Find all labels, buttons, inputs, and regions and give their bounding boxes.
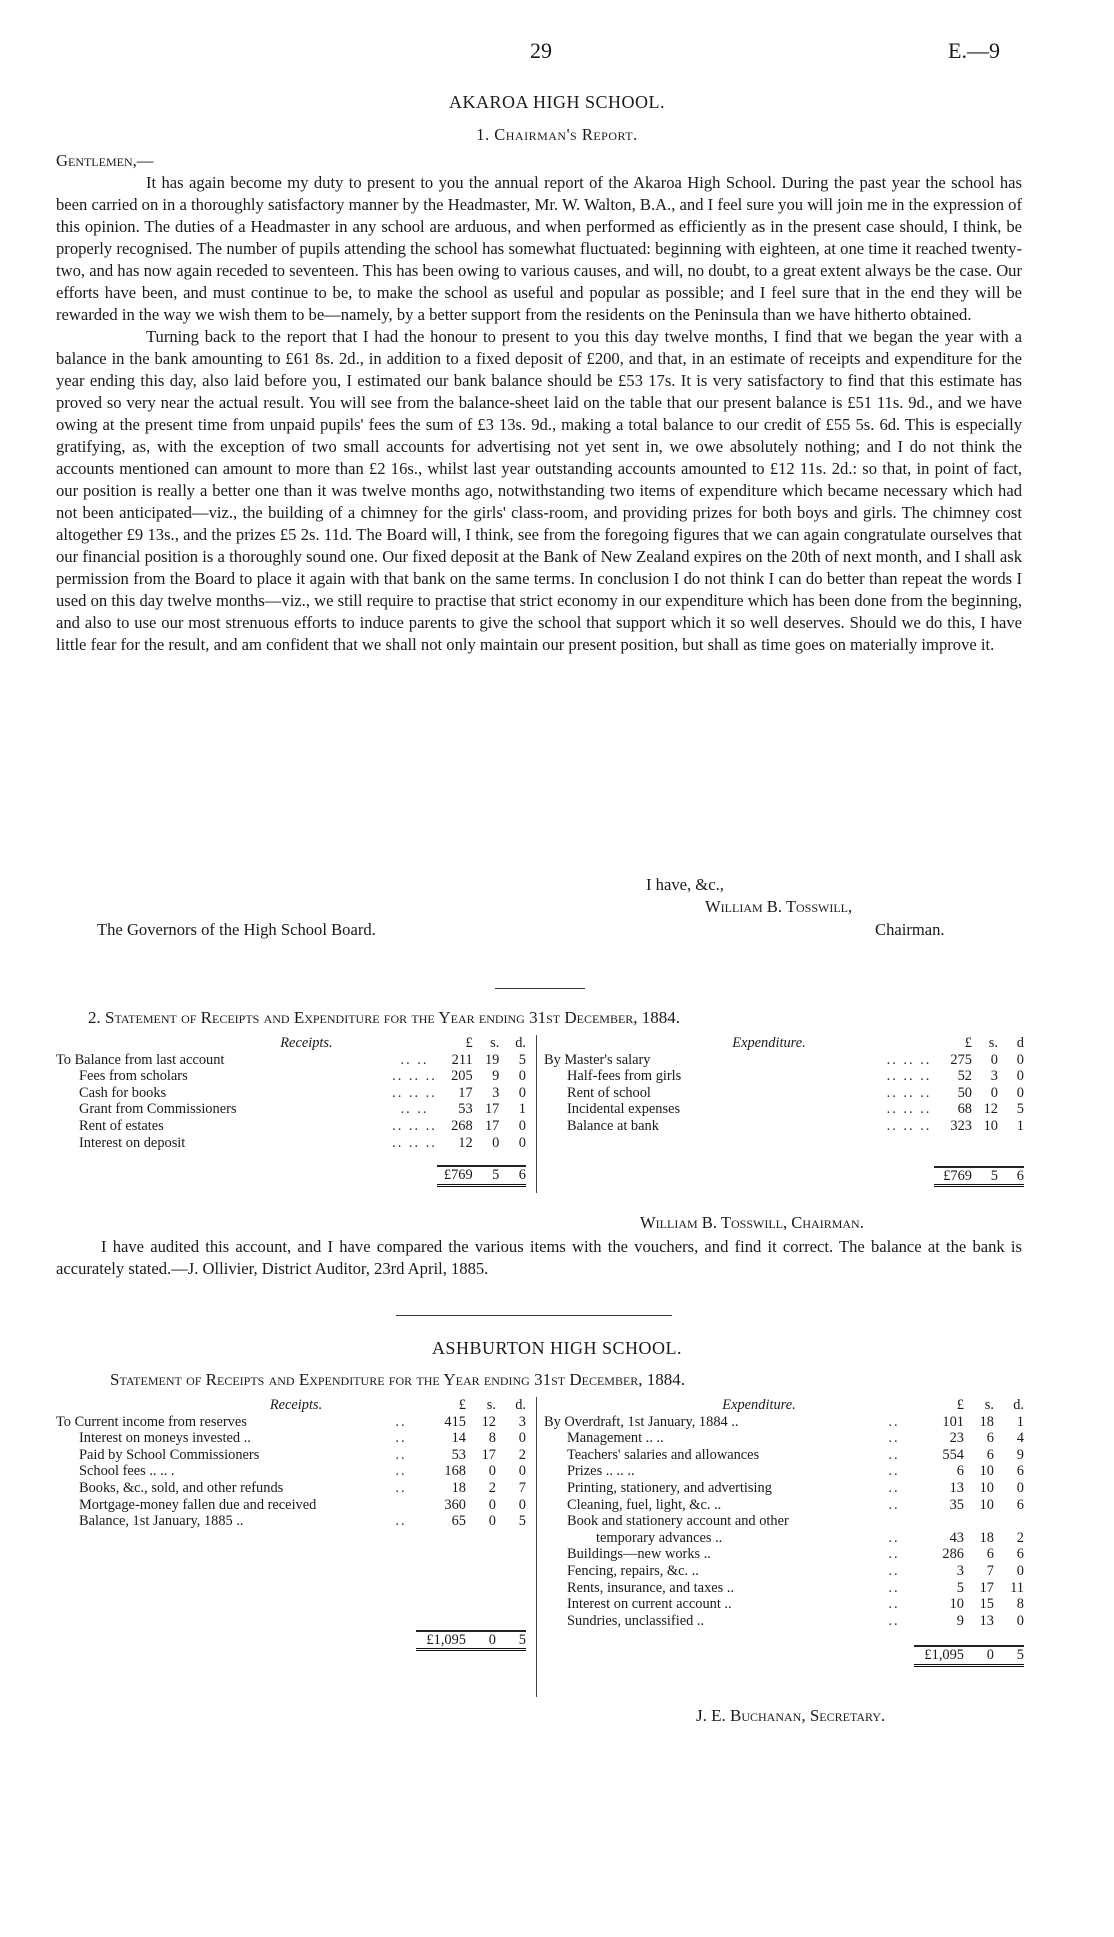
row-label: Mortgage-money fallen due and received xyxy=(79,1496,317,1513)
pence-value: 0 xyxy=(518,1430,526,1447)
row-label: Prizes .. .. .. xyxy=(567,1463,635,1480)
audit-note-block xyxy=(56,1236,1022,1280)
pounds-value: 3 xyxy=(956,1562,964,1579)
shillings-value: 19 xyxy=(484,1051,500,1068)
akaroa-school-title: AKAROA HIGH SCHOOL. xyxy=(448,92,665,112)
report-paragraph: It has again become my duty to present to you the annual report of the Akaroa High School. During the past year the school has been carried on in a thoroughly satisfactory manner by the Headmaster, Mr. W. Walton, B.A., and I feel sure you will join me in the expression of this opinion. The duties of a Headmaster in any school are arduous, and when performed as efficiently as in the present case should, I think, be properly recognised. The number of pupils attending the school has somewhat fluctuated: beginning with eighteen, at one time it reached twenty-two, and has now again receded to seventeen. This has been owing to various causes, and will, no doubt, to a great extent always be the case. Our efforts have been, and must continue to be, to make the school as useful and popular as possible; and I feel sure that in the end they will be rewarded in the way we wish them to be—namely, by a better support from the residents on the Peninsula than we have hitherto obtained. xyxy=(56,173,1022,324)
table-row xyxy=(544,1447,1024,1464)
salutation: Gentlemen,— xyxy=(56,151,154,170)
total-pence: 6 xyxy=(499,1166,526,1185)
shillings-value: 10 xyxy=(979,1496,994,1513)
leader-dots: .. xyxy=(888,1446,900,1463)
row-label: Balance at bank xyxy=(567,1117,659,1134)
table-row xyxy=(56,1513,526,1530)
akaroa-statement-title: 2. Statement of Receipts and Expenditure for the Year ending 31st December, 1884. xyxy=(88,1008,681,1027)
row-label: Rent of school xyxy=(567,1084,651,1101)
pounds-value: 18 xyxy=(451,1479,466,1496)
row-label: School fees .. .. . xyxy=(79,1463,175,1480)
pounds-value xyxy=(914,1513,964,1530)
signatory: William B. Tosswill, xyxy=(705,897,853,916)
shillings-value: 0 xyxy=(488,1496,496,1513)
row-label: To Current income from reserves xyxy=(56,1413,247,1430)
akaroa-expenditure-table xyxy=(544,1035,1024,1187)
shillings-value: 6 xyxy=(986,1430,994,1447)
leader-dots: .. xyxy=(888,1562,900,1579)
pence-value: 0 xyxy=(1016,1051,1024,1068)
leader-dots: .. xyxy=(888,1430,900,1447)
shillings-value: 0 xyxy=(488,1463,496,1480)
row-label: Printing, stationery, and advertising xyxy=(567,1479,772,1496)
shillings-value: 10 xyxy=(979,1463,994,1480)
total-pounds: £1,095 xyxy=(416,1631,466,1650)
pounds-value: 415 xyxy=(444,1413,466,1430)
pounds-value: 23 xyxy=(949,1430,964,1447)
pounds-value: 323 xyxy=(950,1117,972,1134)
pence-header: d. xyxy=(515,1035,526,1051)
row-label: Management .. .. xyxy=(567,1430,664,1447)
shillings-value: 12 xyxy=(481,1413,496,1430)
pence-header: d. xyxy=(1013,1397,1024,1413)
table-row xyxy=(544,1101,1024,1118)
shillings-value: 12 xyxy=(983,1101,998,1118)
shillings-value: 0 xyxy=(488,1513,496,1530)
pence-value: 11 xyxy=(1010,1579,1024,1596)
pounds-value: 35 xyxy=(949,1496,964,1513)
leader-dots: .. xyxy=(888,1496,900,1513)
shillings-value: 7 xyxy=(986,1562,994,1579)
ashburton-school-title: ASHBURTON HIGH SCHOOL. xyxy=(431,1338,683,1358)
pounds-value: 268 xyxy=(451,1117,473,1134)
leader-dots: .. xyxy=(888,1479,900,1496)
pence-value: 2 xyxy=(518,1446,526,1463)
shillings-header: s. xyxy=(486,1397,496,1413)
leader-dots: .. .. .. xyxy=(886,1117,932,1134)
table-row xyxy=(544,1546,1024,1563)
pounds-value: 68 xyxy=(957,1101,972,1118)
pence-value: 0 xyxy=(518,1496,526,1513)
chairmans-report-title: 1. Chairman's Report. xyxy=(476,125,638,144)
table-header-row xyxy=(544,1397,1024,1414)
pounds-header: £ xyxy=(956,1397,964,1413)
total-pence: 5 xyxy=(496,1631,526,1650)
chairmans-report-body xyxy=(56,150,1022,656)
pounds-value: 6 xyxy=(956,1463,964,1480)
pence-value: 5 xyxy=(1016,1101,1024,1118)
pounds-value: 205 xyxy=(451,1068,473,1085)
leader-dots: .. xyxy=(395,1513,407,1530)
pounds-value: 9 xyxy=(956,1612,964,1629)
pounds-value: 275 xyxy=(950,1051,972,1068)
table-row xyxy=(56,1068,526,1085)
table-header-row xyxy=(544,1035,1024,1052)
pence-value: 4 xyxy=(1016,1430,1024,1447)
leader-dots: .. .. .. xyxy=(886,1101,932,1118)
row-label: Fees from scholars xyxy=(79,1068,188,1085)
leader-dots: .. xyxy=(888,1596,900,1613)
table-header-row xyxy=(56,1397,526,1414)
table-row xyxy=(56,1135,526,1152)
statement-signature: William B. Tosswill, Chairman. xyxy=(640,1213,864,1232)
pence-value: 9 xyxy=(1016,1446,1024,1463)
pence-value xyxy=(994,1513,1024,1530)
leader-dots: .. xyxy=(395,1463,407,1480)
ashburton-receipts-table xyxy=(56,1397,526,1651)
shillings-value: 8 xyxy=(488,1430,496,1447)
pounds-value: 101 xyxy=(942,1413,964,1430)
ashburton-expenditure-table xyxy=(544,1397,1024,1667)
total-shillings: 0 xyxy=(466,1631,496,1650)
pence-header: d xyxy=(1016,1035,1024,1051)
row-label: To Balance from last account xyxy=(56,1051,225,1068)
row-label: Rents, insurance, and taxes .. xyxy=(567,1579,735,1596)
leader-dots: .. xyxy=(395,1413,407,1430)
table-row xyxy=(544,1596,1024,1613)
total-pounds: £769 xyxy=(934,1167,972,1186)
leader-dots: .. xyxy=(888,1546,900,1563)
pence-value: 0 xyxy=(518,1068,526,1085)
pence-value: 0 xyxy=(1016,1479,1024,1496)
table-row xyxy=(544,1580,1024,1597)
shillings-value: 17 xyxy=(481,1446,496,1463)
leader-dots: .. .. xyxy=(400,1051,429,1068)
shillings-header: s. xyxy=(988,1035,998,1051)
leader-dots: .. xyxy=(395,1446,407,1463)
row-label: Teachers' salaries and allowances xyxy=(567,1446,760,1463)
table-row xyxy=(56,1463,526,1480)
table-row xyxy=(56,1414,526,1431)
total-pounds: £1,095 xyxy=(914,1646,964,1665)
table-row xyxy=(544,1085,1024,1102)
page-number: 29 xyxy=(530,38,552,63)
pounds-value: 554 xyxy=(942,1446,964,1463)
pence-value: 0 xyxy=(1016,1562,1024,1579)
total-row xyxy=(544,1646,1024,1665)
shillings-value: 3 xyxy=(990,1068,998,1085)
table-row xyxy=(544,1118,1024,1135)
addressee: The Governors of the High School Board. xyxy=(97,920,376,939)
shillings-value: 10 xyxy=(983,1117,998,1134)
pence-value: 3 xyxy=(518,1413,526,1430)
pounds-value: 360 xyxy=(444,1496,466,1513)
leader-dots: .. xyxy=(395,1430,407,1447)
total-shillings: 5 xyxy=(473,1166,500,1185)
divider xyxy=(495,988,585,989)
ashburton-statement-title: Statement of Receipts and Expenditure for the Year ending 31st December, 1884. xyxy=(110,1370,686,1389)
shillings-value: 9 xyxy=(492,1068,500,1085)
pounds-value: 286 xyxy=(942,1546,964,1563)
total-pounds: £769 xyxy=(437,1166,473,1185)
signatory-title: Chairman. xyxy=(875,920,945,939)
report-paragraph: Turning back to the report that I had the honour to present to you this day twelve months, I find that we began the year with a balance in the bank amounting to £61 8s. 2d., in addition to a fixed deposit of £200, and that, in an estimate of receipts and expenditure for the year ending this day, also laid before you, I estimated our bank balance should be £53 17s. It is very satisfactory to find that this estimate has proved so very near the actual result. You will see from the balance-sheet laid on the table that our present balance is £51 11s. 9d., and we have owing at the present time from unpaid pupils' fees the sum of £3 13s. 9d., making a total balance to our credit of £55 5s. 6d. This is especially gratifying, as, with the exception of two small accounts for advertising not yet sent in, we owe absolutely nothing; and I do not think the accounts mentioned can amount to more than £2 16s., whilst last year outstanding accounts amounted to £12 11s. 2d.: so that, in point of fact, our position is really a better one than it was twelve months ago, notwithstanding two items of expenditure which became necessary which had not been anticipated—viz., the building of a chimney for the girls' class-room, and providing prizes for both boys and girls. The chimney cost altogether £9 13s., and the prizes £5 2s. 11d. The Board will, I think, see from the foregoing figures that we can again congratulate ourselves that our financial position is a thoroughly sound one. Our fixed deposit at the Bank of New Zealand expires on the 20th of next month, and I shall ask permission from the Board to place it again with that bank on the same terms. In conclusion I do not think I can do better than repeat the words I used on this day twelve months—viz., we still require to practise that strict economy in our expenditure which has been done from the beginning, and also to use our most strenuous efforts to induce parents to give the school that support which it so well deserves. Should we do this, I have little fear for the result, and am confident that we shall not only maintain our present position, but shall as time goes on materially improve it. xyxy=(56,327,1022,654)
row-label: Grant from Commissioners xyxy=(79,1101,237,1118)
table-row xyxy=(544,1430,1024,1447)
pence-value: 1 xyxy=(518,1101,526,1118)
row-label: Paid by School Commissioners xyxy=(79,1446,260,1463)
shillings-value: 18 xyxy=(979,1413,994,1430)
pence-value: 7 xyxy=(518,1479,526,1496)
table-row xyxy=(56,1118,526,1135)
pence-value: 6 xyxy=(1016,1463,1024,1480)
pence-value: 0 xyxy=(518,1117,526,1134)
pounds-value: 53 xyxy=(451,1446,466,1463)
leader-dots: .. xyxy=(888,1463,900,1480)
shillings-value: 3 xyxy=(492,1084,500,1101)
shillings-value: 15 xyxy=(979,1596,994,1613)
table-header-row xyxy=(56,1035,526,1052)
shillings-value: 2 xyxy=(488,1479,496,1496)
pence-value: 1 xyxy=(1016,1117,1024,1134)
row-label: Buildings—new works .. xyxy=(567,1546,711,1563)
pence-value: 1 xyxy=(1016,1413,1024,1430)
pence-value: 6 xyxy=(1016,1546,1024,1563)
row-label: Cash for books xyxy=(79,1084,167,1101)
closing: I have, &c., xyxy=(646,875,724,894)
row-label: Interest on moneys invested .. xyxy=(79,1430,251,1447)
shillings-header: s. xyxy=(490,1035,500,1051)
leader-dots xyxy=(874,1513,914,1530)
leader-dots xyxy=(386,1497,416,1514)
pounds-value: 50 xyxy=(957,1084,972,1101)
leader-dots: .. xyxy=(888,1612,900,1629)
shillings-value xyxy=(964,1513,994,1530)
akaroa-receipts-table xyxy=(56,1035,526,1187)
total-pence: 5 xyxy=(994,1646,1024,1665)
shillings-value: 13 xyxy=(979,1612,994,1629)
pounds-value: 65 xyxy=(451,1513,466,1530)
pounds-value: 52 xyxy=(957,1068,972,1085)
pence-value: 0 xyxy=(518,1463,526,1480)
row-label: Interest on deposit xyxy=(79,1134,186,1151)
pence-value: 6 xyxy=(1016,1496,1024,1513)
table-row xyxy=(544,1497,1024,1514)
column-separator xyxy=(536,1035,537,1193)
pence-value: 0 xyxy=(1016,1084,1024,1101)
pounds-value: 14 xyxy=(451,1430,466,1447)
row-label: Balance, 1st January, 1885 .. xyxy=(79,1513,244,1530)
shillings-value: 6 xyxy=(986,1546,994,1563)
row-label: Interest on current account .. xyxy=(567,1596,732,1613)
total-shillings: 0 xyxy=(964,1646,994,1665)
table-row xyxy=(544,1414,1024,1431)
table-row xyxy=(56,1430,526,1447)
secretary-signature: J. E. Buchanan, Secretary. xyxy=(696,1706,886,1725)
table-row xyxy=(544,1480,1024,1497)
pounds-value: 12 xyxy=(458,1134,473,1151)
pounds-value: 211 xyxy=(451,1051,473,1068)
row-label: Half-fees from girls xyxy=(567,1068,682,1085)
table-row xyxy=(544,1052,1024,1069)
table-row xyxy=(544,1563,1024,1580)
pounds-value: 5 xyxy=(956,1579,964,1596)
leader-dots: .. .. xyxy=(400,1101,429,1118)
expenditure-header: Expenditure. xyxy=(722,1397,796,1413)
leader-dots: .. xyxy=(888,1529,900,1546)
leader-dots: .. xyxy=(395,1479,407,1496)
leader-dots: .. .. .. xyxy=(886,1051,932,1068)
row-label: By Master's salary xyxy=(544,1051,651,1068)
pounds-header: £ xyxy=(465,1035,473,1051)
shillings-header: s. xyxy=(984,1397,994,1413)
total-pence: 6 xyxy=(998,1167,1024,1186)
leader-dots: .. xyxy=(888,1579,900,1596)
receipts-header: Receipts. xyxy=(269,1397,323,1413)
page-code: E.—9 xyxy=(948,38,1000,63)
pounds-value: 13 xyxy=(949,1479,964,1496)
shillings-value: 17 xyxy=(484,1101,500,1118)
total-row xyxy=(544,1167,1024,1186)
leader-dots: .. .. .. xyxy=(886,1068,932,1085)
row-label: temporary advances .. xyxy=(596,1529,723,1546)
table-row xyxy=(56,1101,526,1118)
row-label: Cleaning, fuel, light, &c. .. xyxy=(567,1496,722,1513)
row-label: By Overdraft, 1st January, 1884 .. xyxy=(544,1413,739,1430)
column-separator xyxy=(536,1397,537,1697)
table-row xyxy=(56,1085,526,1102)
total-shillings: 5 xyxy=(972,1167,998,1186)
pounds-value: 168 xyxy=(444,1463,466,1480)
table-row xyxy=(56,1447,526,1464)
table-row xyxy=(544,1068,1024,1085)
pounds-value: 10 xyxy=(949,1596,964,1613)
shillings-value: 0 xyxy=(492,1134,500,1151)
leader-dots: .. .. .. xyxy=(392,1084,437,1101)
shillings-value: 10 xyxy=(979,1479,994,1496)
row-label: Incidental expenses xyxy=(567,1101,681,1118)
leader-dots: .. .. .. xyxy=(392,1134,437,1151)
pounds-value: 53 xyxy=(458,1101,473,1118)
shillings-value: 0 xyxy=(990,1051,998,1068)
pence-value: 0 xyxy=(518,1084,526,1101)
leader-dots: .. .. .. xyxy=(392,1068,437,1085)
leader-dots: .. xyxy=(888,1413,900,1430)
table-row xyxy=(56,1497,526,1514)
total-row xyxy=(56,1166,526,1185)
row-label: Book and stationery account and other xyxy=(567,1513,789,1530)
row-label: Rent of estates xyxy=(79,1117,164,1134)
pence-header: d. xyxy=(515,1397,526,1413)
pounds-value: 43 xyxy=(949,1529,964,1546)
row-label: Books, &c., sold, and other refunds xyxy=(79,1479,284,1496)
receipts-header: Receipts. xyxy=(280,1035,333,1051)
shillings-value: 17 xyxy=(484,1117,500,1134)
total-row xyxy=(56,1631,526,1650)
shillings-value: 0 xyxy=(990,1084,998,1101)
pounds-header: £ xyxy=(458,1397,466,1413)
leader-dots: .. .. .. xyxy=(392,1117,437,1134)
table-row xyxy=(544,1613,1024,1630)
shillings-value: 18 xyxy=(979,1529,994,1546)
leader-dots: .. .. .. xyxy=(886,1084,932,1101)
audit-note: I have audited this account, and I have compared the various items with the vouchers, and find it correct. The balance at the bank is accurately stated.—J. Ollivier, District Auditor, 23rd April, 1885. xyxy=(56,1237,1022,1278)
pence-value: 2 xyxy=(1016,1529,1024,1546)
pence-value: 5 xyxy=(518,1513,526,1530)
pence-value: 0 xyxy=(518,1134,526,1151)
shillings-value: 17 xyxy=(979,1579,994,1596)
pence-value: 0 xyxy=(1016,1612,1024,1629)
table-row xyxy=(544,1530,1024,1547)
pence-value: 0 xyxy=(1016,1068,1024,1085)
table-row xyxy=(56,1052,526,1069)
divider xyxy=(396,1315,672,1316)
pounds-value: 17 xyxy=(458,1084,473,1101)
table-row xyxy=(544,1463,1024,1480)
table-row xyxy=(544,1513,1024,1530)
row-label: Fencing, repairs, &c. .. xyxy=(567,1562,699,1579)
pounds-header: £ xyxy=(964,1035,972,1051)
shillings-value: 6 xyxy=(986,1446,994,1463)
row-label: Sundries, unclassified .. xyxy=(567,1612,705,1629)
pence-value: 8 xyxy=(1016,1596,1024,1613)
table-row xyxy=(56,1480,526,1497)
pence-value: 5 xyxy=(518,1051,526,1068)
expenditure-header: Expenditure. xyxy=(732,1035,806,1051)
